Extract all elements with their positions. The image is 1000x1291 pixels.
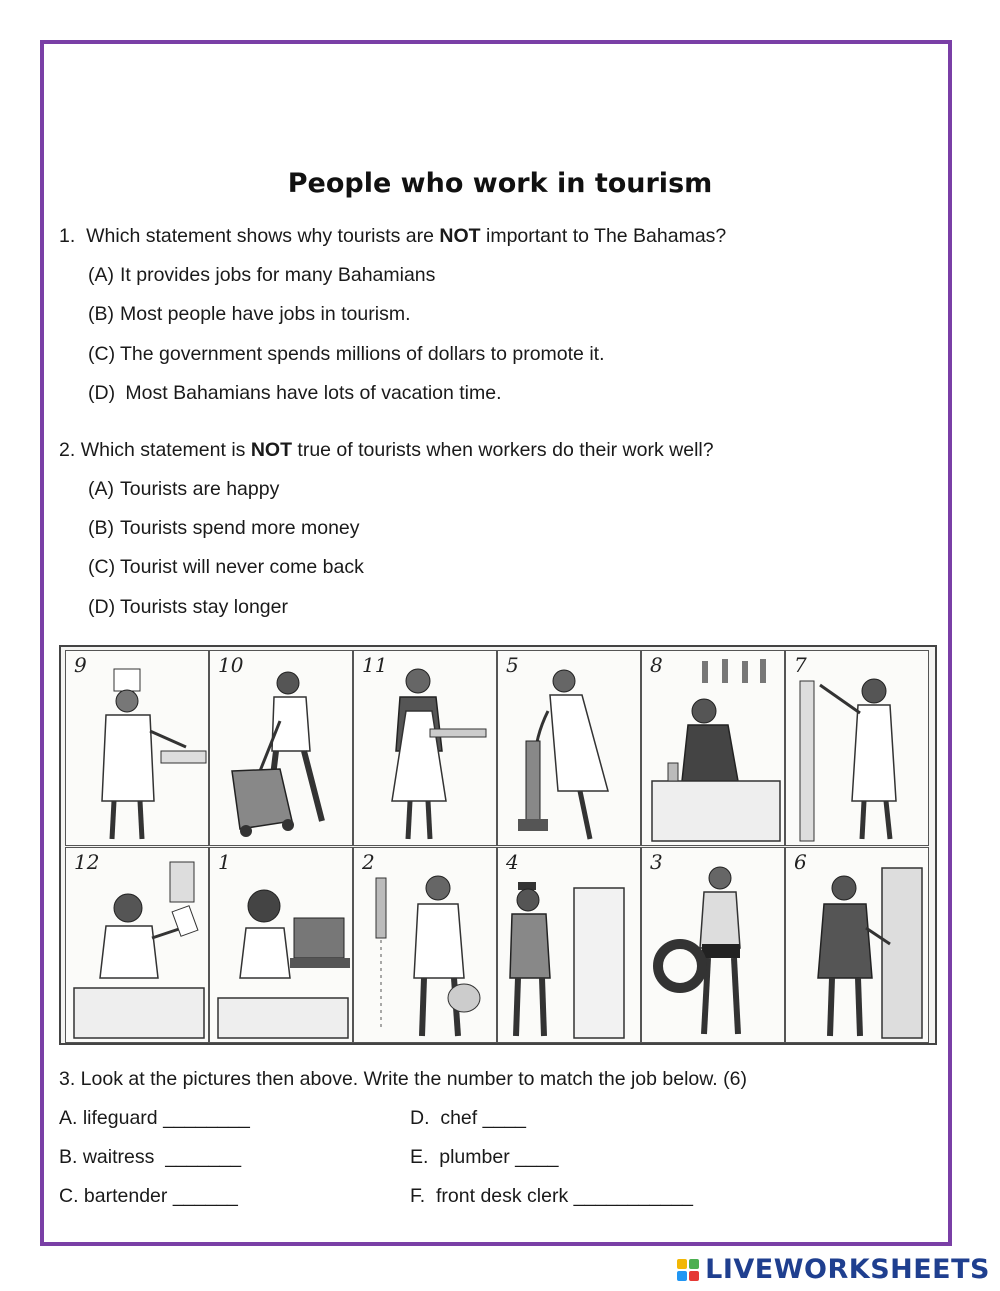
q1-option-b[interactable] — [88, 303, 410, 326]
question-1-text-after: important to The Bahamas? — [480, 225, 727, 247]
option-letter: (D) — [88, 382, 116, 404]
picture-panel — [641, 847, 785, 1043]
picture-number: 1 — [218, 850, 231, 874]
question-2 — [59, 439, 714, 462]
picture-number: 7 — [794, 653, 807, 677]
picture-panel — [65, 847, 209, 1043]
option-letter: (A) — [88, 264, 114, 286]
picture-panel — [497, 650, 641, 846]
option-text: Most Bahamians have lots of vacation time. — [120, 382, 502, 404]
picture-panel — [209, 650, 353, 846]
answer-blank-bartender[interactable]: ______ — [172, 1185, 238, 1207]
liveworksheets-brand[interactable] — [677, 1254, 990, 1285]
match-label: C. bartender — [59, 1185, 168, 1207]
option-letter: (B) — [88, 517, 114, 539]
picture-panel — [785, 650, 929, 846]
security-guard-icon — [498, 848, 641, 1043]
answer-blank-plumber[interactable]: ____ — [515, 1146, 559, 1168]
answer-blank-front-desk-clerk[interactable]: ___________ — [573, 1185, 693, 1207]
question-3: 3. Look at the pictures then above. Write the number to match the job below. (6) — [59, 1068, 747, 1090]
picture-number: 5 — [506, 653, 519, 677]
picture-number: 4 — [506, 850, 519, 874]
picture-number: 12 — [74, 850, 100, 874]
brand-name: LIVEWORKSHEETS — [705, 1254, 990, 1285]
answer-blank-lifeguard[interactable]: ________ — [163, 1107, 250, 1129]
option-text: Tourist will never come back — [120, 556, 364, 578]
option-letter: (B) — [88, 303, 114, 325]
match-label: D. chef — [410, 1107, 478, 1129]
lifeguard-icon — [642, 848, 785, 1043]
match-label: B. waitress — [59, 1146, 160, 1168]
picture-number: 8 — [650, 653, 663, 677]
picture-panel — [209, 847, 353, 1043]
question-2-text-after: true of tourists when workers do their work well? — [292, 439, 714, 461]
option-text: Tourists spend more money — [120, 517, 360, 539]
picture-panel — [785, 847, 929, 1043]
picture-number: 11 — [362, 653, 388, 677]
picture-number: 10 — [218, 653, 244, 677]
housekeeper-vacuum-icon — [498, 651, 641, 846]
waitress-icon — [354, 651, 497, 846]
option-letter: (A) — [88, 478, 114, 500]
match-front-desk-clerk — [410, 1185, 693, 1208]
q1-option-c[interactable] — [88, 343, 604, 366]
question-2-text-before: Which statement is — [80, 439, 251, 461]
q2-option-d[interactable] — [88, 596, 288, 619]
chef-icon — [66, 651, 209, 846]
question-1-text-before: Which statement shows why tourists are — [86, 225, 440, 247]
picture-panel — [641, 650, 785, 846]
match-label: A. lifeguard — [59, 1107, 158, 1129]
option-letter: (D) — [88, 596, 116, 618]
q1-option-d[interactable] — [88, 382, 502, 405]
bartender-icon — [642, 651, 785, 846]
match-label: E. plumber — [410, 1146, 510, 1168]
picture-panel — [497, 847, 641, 1043]
doorman-icon — [786, 848, 929, 1043]
picture-panel — [353, 650, 497, 846]
match-lifeguard — [59, 1107, 250, 1130]
picture-number: 9 — [74, 653, 87, 677]
option-letter: (C) — [88, 556, 116, 578]
option-text: It provides jobs for many Bahamians — [120, 264, 436, 286]
liveworksheets-logo-icon — [677, 1259, 699, 1281]
answer-blank-chef[interactable]: ____ — [482, 1107, 527, 1129]
picture-panel — [65, 650, 209, 846]
question-2-emphasis: NOT — [250, 439, 292, 461]
page-title: People who work in tourism — [287, 168, 713, 199]
match-plumber — [410, 1146, 559, 1169]
question-1-number: 1. — [59, 225, 76, 247]
match-bartender — [59, 1185, 238, 1208]
q2-option-a[interactable] — [88, 478, 279, 501]
picture-panel — [353, 847, 497, 1043]
q2-option-b[interactable] — [88, 517, 360, 540]
worksheet-frame — [40, 40, 952, 1246]
q1-option-a[interactable] — [88, 264, 435, 287]
option-text: Most people have jobs in tourism. — [120, 303, 411, 325]
picture-number: 3 — [650, 850, 663, 874]
plumber-icon — [354, 848, 497, 1043]
question-1 — [59, 225, 726, 248]
question-1-emphasis: NOT — [439, 225, 481, 247]
question-2-number: 2. — [59, 439, 76, 461]
job-pictures-grid — [59, 645, 937, 1045]
front-desk-clerk-icon — [66, 848, 209, 1043]
maintenance-worker-icon — [786, 651, 929, 846]
match-label: F. front desk clerk — [410, 1185, 569, 1207]
option-letter: (C) — [88, 343, 116, 365]
picture-number: 6 — [794, 850, 807, 874]
q2-option-c[interactable] — [88, 556, 364, 579]
option-text: The government spends millions of dollars to promote it. — [120, 343, 605, 365]
match-chef — [410, 1107, 526, 1130]
match-waitress — [59, 1146, 241, 1169]
picture-number: 2 — [362, 850, 375, 874]
lawn-mower-worker-icon — [210, 651, 353, 846]
typist-icon — [210, 848, 353, 1043]
option-text: Tourists stay longer — [120, 596, 288, 618]
option-text: Tourists are happy — [120, 478, 280, 500]
answer-blank-waitress[interactable]: _______ — [165, 1146, 242, 1168]
